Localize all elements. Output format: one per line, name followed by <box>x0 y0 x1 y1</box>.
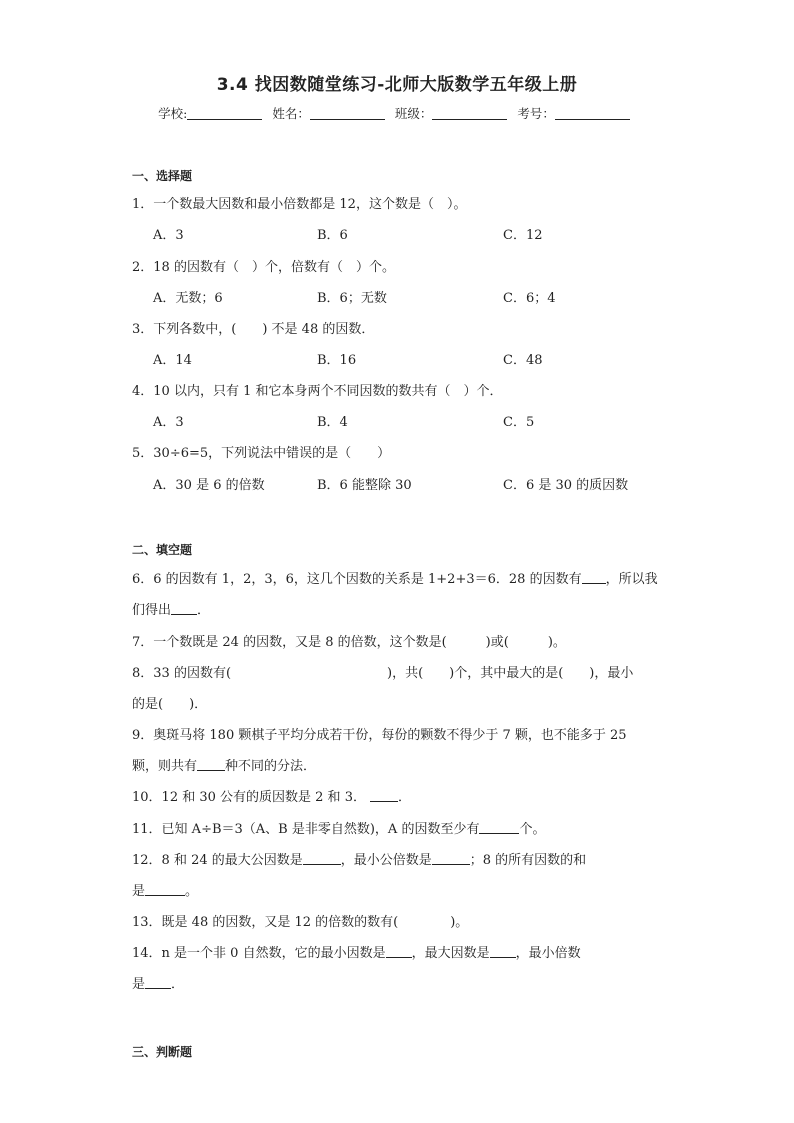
question-4: 4．10 以内，只有 1 和它本身两个不同因数的数共有（ ）个． <box>132 384 503 399</box>
q1-option-b[interactable]: B．6 <box>317 228 348 243</box>
school-label: 学校: <box>158 106 188 121</box>
q6-blank-1[interactable] <box>582 571 606 584</box>
question-12-line-2: 是 。 <box>132 884 199 899</box>
q5-option-a[interactable]: A．30 是 6 的倍数 <box>153 478 265 493</box>
question-14-line-2: 是 ． <box>132 977 185 992</box>
question-9-line-1: 9．奥斑马将 180 颗棋子平均分成若干份，每份的颗数不得少于 7 颗，也不能多于 25 <box>132 728 627 743</box>
q2-option-c[interactable]: C．6；4 <box>503 291 556 306</box>
question-13: 13．既是 48 的因数，又是 12 的倍数的数有( )。 <box>132 915 469 930</box>
question-8-line-1: 8．33 的因数有( )，共( )个，其中最大的是( )，最小 <box>132 666 634 681</box>
question-14-line-1: 14．n 是一个非 0 自然数，它的最小因数是 ，最大因数是 ，最小倍数 <box>132 946 581 961</box>
question-12-line-1: 12．8 和 24 的最大公因数是 ，最小公倍数是 ；8 的所有因数的和 <box>132 853 587 868</box>
q9-blank[interactable] <box>197 758 225 771</box>
number-label: 考号： <box>517 106 555 121</box>
q5-option-c[interactable]: C．6 是 30 的质因数 <box>503 478 629 493</box>
question-5: 5．30÷6=5，下列说法中错误的是（ ） <box>132 446 391 461</box>
q1-option-c[interactable]: C．12 <box>503 228 543 243</box>
question-9-line-2: 颗，则共有 种不同的分法． <box>132 759 317 774</box>
q6-blank-2[interactable] <box>171 602 197 615</box>
page-title: 3.4 找因数随堂练习-北师大版数学五年级上册 <box>216 75 578 95</box>
q3-option-b[interactable]: B．16 <box>317 353 357 368</box>
question-10: 10．12 和 30 公有的质因数是 2 和 3． ． <box>132 790 411 805</box>
q4-option-a[interactable]: A．3 <box>153 415 184 430</box>
number-blank[interactable] <box>555 106 630 120</box>
q12-blank-2[interactable] <box>432 852 470 865</box>
q4-option-c[interactable]: C．5 <box>503 415 535 430</box>
class-blank[interactable] <box>432 106 507 120</box>
question-2: 2．18 的因数有（ ）个，倍数有（ ）个。 <box>132 260 395 275</box>
class-label: 班级： <box>394 106 433 121</box>
q2-option-b[interactable]: B．6；无数 <box>317 291 387 306</box>
name-label: 姓名： <box>272 106 310 121</box>
question-6-line-2: 们得出 ． <box>132 603 211 618</box>
q12-blank-3[interactable] <box>145 883 185 896</box>
question-7: 7．一个数既是 24 的因数，又是 8 的倍数，这个数是( )或( )。 <box>132 635 566 650</box>
q3-option-c[interactable]: C．48 <box>503 353 543 368</box>
q3-option-a[interactable]: A．14 <box>153 353 192 368</box>
q2-option-a[interactable]: A．无数；6 <box>153 291 223 306</box>
question-6-line-1: 6．6 的因数有 1，2，3，6，这几个因数的关系是 1+2+3＝6．28 的因数有 ，所以我 <box>132 572 658 587</box>
q5-option-b[interactable]: B．6 能整除 30 <box>317 478 412 493</box>
question-11: 11．已知 A÷B＝3（A、B 是非零自然数)，A 的因数至少有 个。 <box>132 822 546 837</box>
q4-option-b[interactable]: B．4 <box>317 415 348 430</box>
q14-blank-3[interactable] <box>145 976 171 989</box>
q12-blank-1[interactable] <box>303 852 341 865</box>
q10-blank[interactable] <box>370 789 398 802</box>
question-8-line-2: 的是( )． <box>132 697 208 712</box>
section-fill-title: 二、填空题 <box>132 543 193 557</box>
school-blank[interactable] <box>187 106 262 120</box>
section-choice-title: 一、选择题 <box>132 169 193 183</box>
question-1: 1．一个数最大因数和最小倍数都是 12，这个数是（ ）。 <box>132 197 467 212</box>
question-3: 3．下列各数中，( ) 不是 48 的因数． <box>132 322 375 337</box>
name-blank[interactable] <box>310 106 385 120</box>
student-info-line <box>0 104 794 122</box>
q1-option-a[interactable]: A．3 <box>153 228 184 243</box>
q11-blank[interactable] <box>479 821 519 834</box>
q14-blank-2[interactable] <box>490 945 516 958</box>
q14-blank-1[interactable] <box>386 945 412 958</box>
section-judge-title: 三、判断题 <box>132 1045 193 1059</box>
